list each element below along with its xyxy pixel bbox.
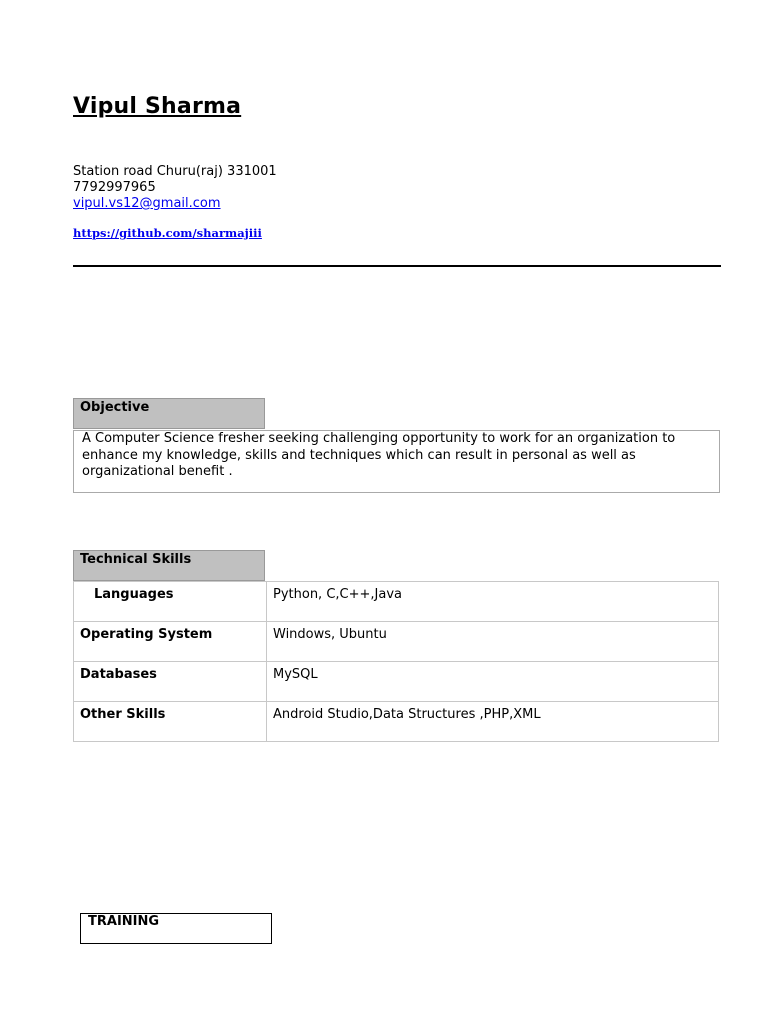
table-row — [74, 622, 719, 662]
skill-label-other: Other Skills — [74, 702, 267, 742]
objective-text: A Computer Science fresher seeking challenging opportunity to work for an organization to enhance my knowledge, skills and techniques which can result in personal as well as organizational benefit . — [82, 431, 676, 479]
skill-label-databases: Databases — [74, 662, 267, 702]
objective-heading — [73, 398, 265, 429]
skill-label-os: Operating System — [74, 622, 267, 662]
candidate-name: Vipul Sharma — [73, 94, 242, 119]
training-heading-label: TRAINING — [88, 914, 160, 929]
technical-skills-heading-label: Technical Skills — [80, 552, 192, 567]
phone-text: 7792997965 — [73, 180, 156, 195]
email-link[interactable]: vipul.vs12@gmail.com — [73, 196, 221, 211]
objective-box — [73, 430, 720, 493]
github-link[interactable]: https://github.com/sharmajiii — [73, 226, 262, 240]
address-text: Station road Churu(raj) 331001 — [73, 164, 277, 179]
skill-value-languages: Python, C,C++,Java — [267, 582, 719, 622]
skill-value-os: Windows, Ubuntu — [267, 622, 719, 662]
table-row — [74, 582, 719, 622]
skill-label-languages: Languages — [74, 582, 267, 622]
technical-skills-heading — [73, 550, 265, 581]
table-row — [74, 702, 719, 742]
training-heading — [80, 913, 272, 944]
skill-value-other: Android Studio,Data Structures ,PHP,XML — [267, 702, 719, 742]
skills-table — [73, 581, 719, 742]
table-row — [74, 662, 719, 702]
header-divider — [73, 265, 721, 267]
contact-block — [73, 164, 277, 212]
skill-value-databases: MySQL — [267, 662, 719, 702]
objective-heading-label: Objective — [80, 400, 150, 415]
